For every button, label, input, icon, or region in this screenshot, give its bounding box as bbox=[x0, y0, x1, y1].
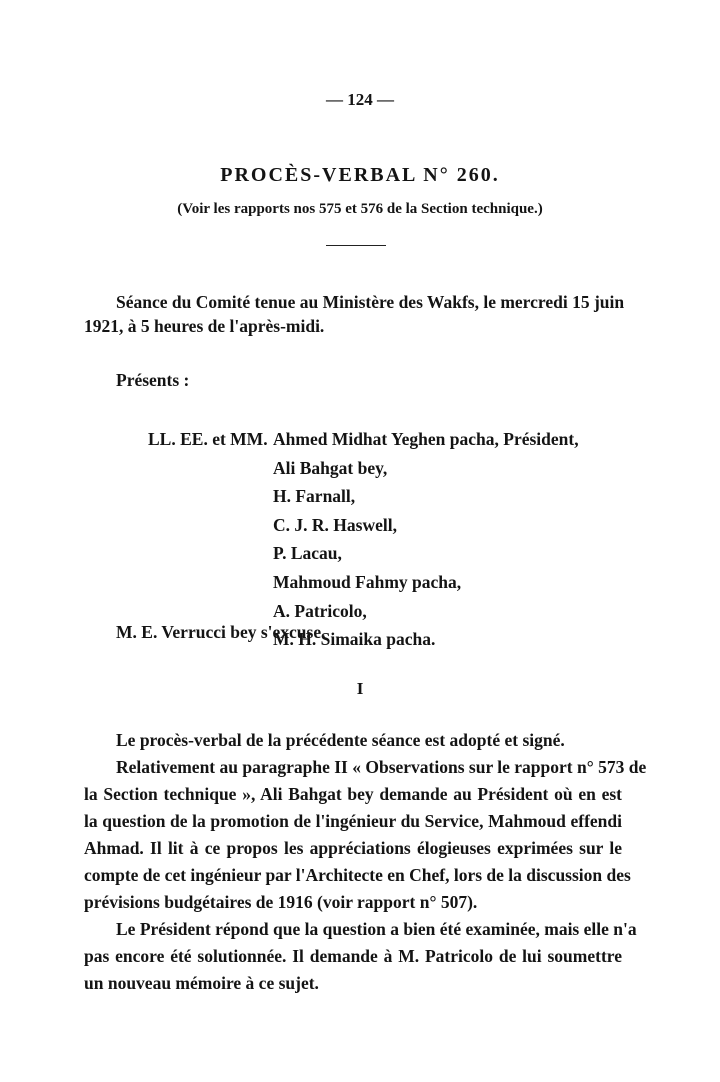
member-entry: M. H. Simaika pacha. bbox=[273, 629, 436, 650]
body-line: un nouveau mémoire à ce sujet. bbox=[84, 973, 319, 993]
body-line: compte de cet ingénieur par l'Architecte en Chef, lors de la discussion des bbox=[84, 865, 631, 885]
member-entry: P. Lacau, bbox=[273, 543, 342, 564]
body-line: prévisions budgétaires de 1916 (voir rapport n° 507). bbox=[84, 892, 478, 912]
presents-prefix: LL. EE. et MM. bbox=[148, 429, 268, 449]
body-line: la Section technique », Ali Bahgat bey demande au Président où en est bbox=[84, 784, 622, 804]
member-entry: Ali Bahgat bey, bbox=[273, 457, 388, 478]
body-line: Le procès-verbal de la précédente séance est adopté et signé. bbox=[116, 730, 565, 750]
opening-line: Séance du Comité tenue au Ministère des Wakfs, le mercredi 15 juin bbox=[116, 292, 625, 312]
body-line: pas encore été solutionnée. Il demande à M. Patricolo de lui soumettre bbox=[84, 946, 622, 966]
page-number: — 124 — bbox=[326, 90, 394, 109]
presents-label: Présents : bbox=[116, 370, 190, 390]
excused-note: M. E. Verrucci bey s'excuse. bbox=[116, 622, 326, 642]
member-entry: Mahmoud Fahmy pacha, bbox=[273, 572, 462, 592]
member-entry: C. J. R. Haswell, bbox=[273, 514, 397, 535]
member-entry: A. Patricolo, bbox=[273, 600, 367, 621]
body-line: Le Président répond que la question a bien été examinée, mais elle n'a bbox=[116, 919, 637, 939]
body-line: la question de la promotion de l'ingénieur du Service, Mahmoud effendi bbox=[84, 811, 622, 831]
section-numeral: I bbox=[356, 679, 364, 698]
member-entry: H. Farnall, bbox=[273, 486, 356, 507]
divider-rule bbox=[326, 245, 386, 246]
body-line: Ahmad. Il lit à ce propos les appréciations élogieuses exprimées sur le bbox=[84, 838, 622, 858]
document-subtitle: (Voir les rapports nos 575 et 576 de la Section technique.) bbox=[177, 201, 543, 217]
document-title: PROCÈS-VERBAL N° 260. bbox=[220, 164, 500, 186]
member-entry: Ahmed Midhat Yeghen pacha, Président, bbox=[273, 429, 579, 449]
opening-line: 1921, à 5 heures de l'après-midi. bbox=[84, 316, 325, 336]
body-line: Relativement au paragraphe II « Observations sur le rapport n° 573 de bbox=[116, 757, 647, 777]
